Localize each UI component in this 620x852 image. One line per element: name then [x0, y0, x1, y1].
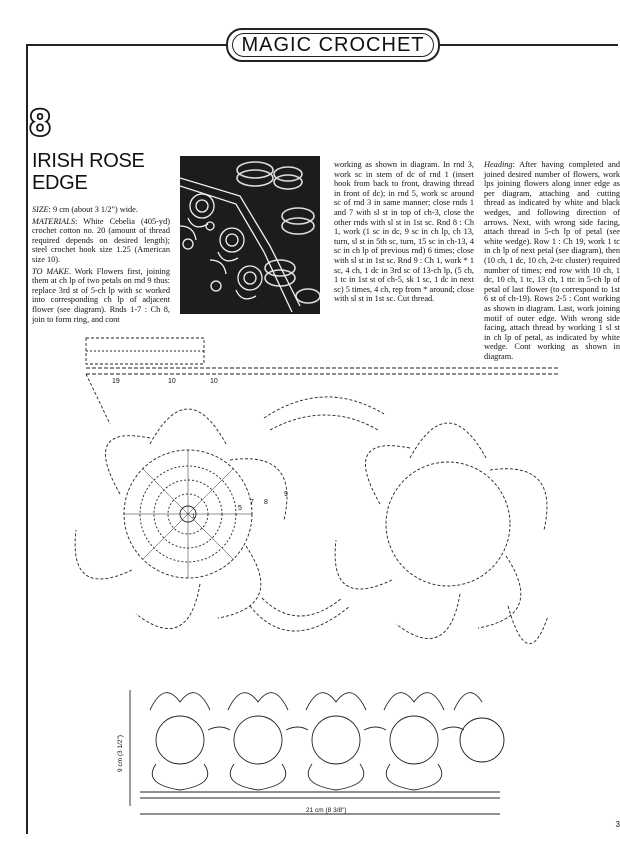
left-flower-motif — [75, 409, 287, 629]
header-title: MAGIC CROCHET — [241, 33, 425, 56]
pattern-title — [32, 150, 172, 194]
lace-photo — [180, 156, 320, 314]
size-paragraph — [32, 205, 170, 215]
rounds-paragraph: working as shown in diagram. In rnd 3, work sc in stem of dc of rnd 1 (insert hook from back to front, drawing thread in front of dc); in rnd 5, work sc around sc of rnd 3 in same manner; close rnds 1 and 7 with sl st in top of ch-3, close the other rnds with sl st in 1st sc. Rnd 8 : Ch 1, work (1 sc in dc, 9 sc in ch lp, ch 13, turn, sl st in 5th sc, turn, 15 sc in ch-13, 4 sc in ch lp of previous rnd) 6 times; close with sl st in 1st sc. Rnd 9 : Ch 1, work * 1 sc, 4 ch, 1 dc in 3rd sc of 13-ch lp, (5 ch, 1 tc in 1st st of ch-5, sk 1 sc, 1 dc in next sc) 5 times, 4 ch, rep from * around; close with sl st in 1st sc. Cut thread. — [334, 160, 474, 304]
lace-photo-illustration — [180, 156, 320, 314]
crochet-stitch-diagram — [70, 334, 620, 674]
materials-text: : White Cebelia (405-yd) crochet cotton no. 20 (amount of thread required depends on desired length); steel crochet hook size 1.25 (American size 10). — [32, 216, 170, 264]
instructions-column-2 — [334, 160, 474, 306]
label-10b: 10 — [210, 378, 218, 385]
magazine-header — [226, 28, 440, 62]
heading-lead: Heading — [484, 160, 513, 169]
label-19: 19 — [112, 378, 120, 385]
page-corner-mark: 3 — [615, 820, 620, 829]
label-rnd-7: 7 — [250, 499, 254, 506]
tomake-text: . Work Flowers first, joining them at ch lp of two petals on rnd 9 thus: replace 3rd st of 5-ch lp with sc worked into corresponding ch lp of adjacent flower (see diagram). Rnds 1-7 : Ch 8, join to form ring, and cont — [32, 266, 170, 324]
materials-lead: MATERIALS — [32, 216, 76, 226]
size-text: : 9 cm (about 3 1/2") wide. — [48, 205, 138, 214]
width-label: 21 cm (8 3/8") — [306, 807, 347, 814]
instructions-column-1 — [32, 205, 170, 326]
pattern-number: 8 — [30, 102, 51, 142]
size-lead: SIZE — [32, 205, 49, 214]
schematic-flowers — [150, 693, 504, 790]
pattern-number-badge — [28, 102, 62, 142]
instructions-column-3 — [484, 160, 620, 363]
edging-schematic — [110, 680, 510, 820]
materials-paragraph — [32, 217, 170, 265]
right-flower-motif — [335, 423, 547, 639]
heading-text: : After having completed and joined desired number of flowers, work lps joining flowers along inner edge as per diagram, attaching and cutting thread as indicated by white and black wedges, and following direction of arrows. Next, with wrong side facing, attach thread in 5-ch lp of petal (see white wedge). Row 1 : Ch 19, work 1 tc in ch lp of next petal (see diagram), then (10 ch, 1 dc, 10 ch, 2-tc cluster) required number of times; end row with 10 ch, 1 dc, 10 ch, 1 tc, 13 ch, 1 ttc in 5-ch lp of petal of last flower (to correspond to 1st 6 st of ch-19). Rows 2-5 : Cont working as shown in diagram. Last, work joining motif of outer edge. With wrong side facing, attach thread by working 1 sl st in ch lp of petal, as indicated by white wedge. Cont working as shown in diagram. — [484, 160, 620, 361]
tomake-paragraph — [32, 267, 170, 325]
label-rnd-8: 8 — [264, 499, 268, 506]
height-label: 9 cm (3 1/2") — [117, 735, 124, 772]
title-line-1: IRISH ROSE — [32, 150, 145, 172]
title-line-2: EDGE — [32, 172, 88, 194]
label-rnd-1: 1 — [192, 514, 196, 520]
heading-paragraph — [484, 160, 620, 361]
label-rnd-5: 5 — [238, 505, 242, 512]
tomake-lead: TO MAKE — [32, 266, 69, 276]
label-10a: 10 — [168, 378, 176, 385]
label-rnd-9: 9 — [284, 491, 288, 498]
